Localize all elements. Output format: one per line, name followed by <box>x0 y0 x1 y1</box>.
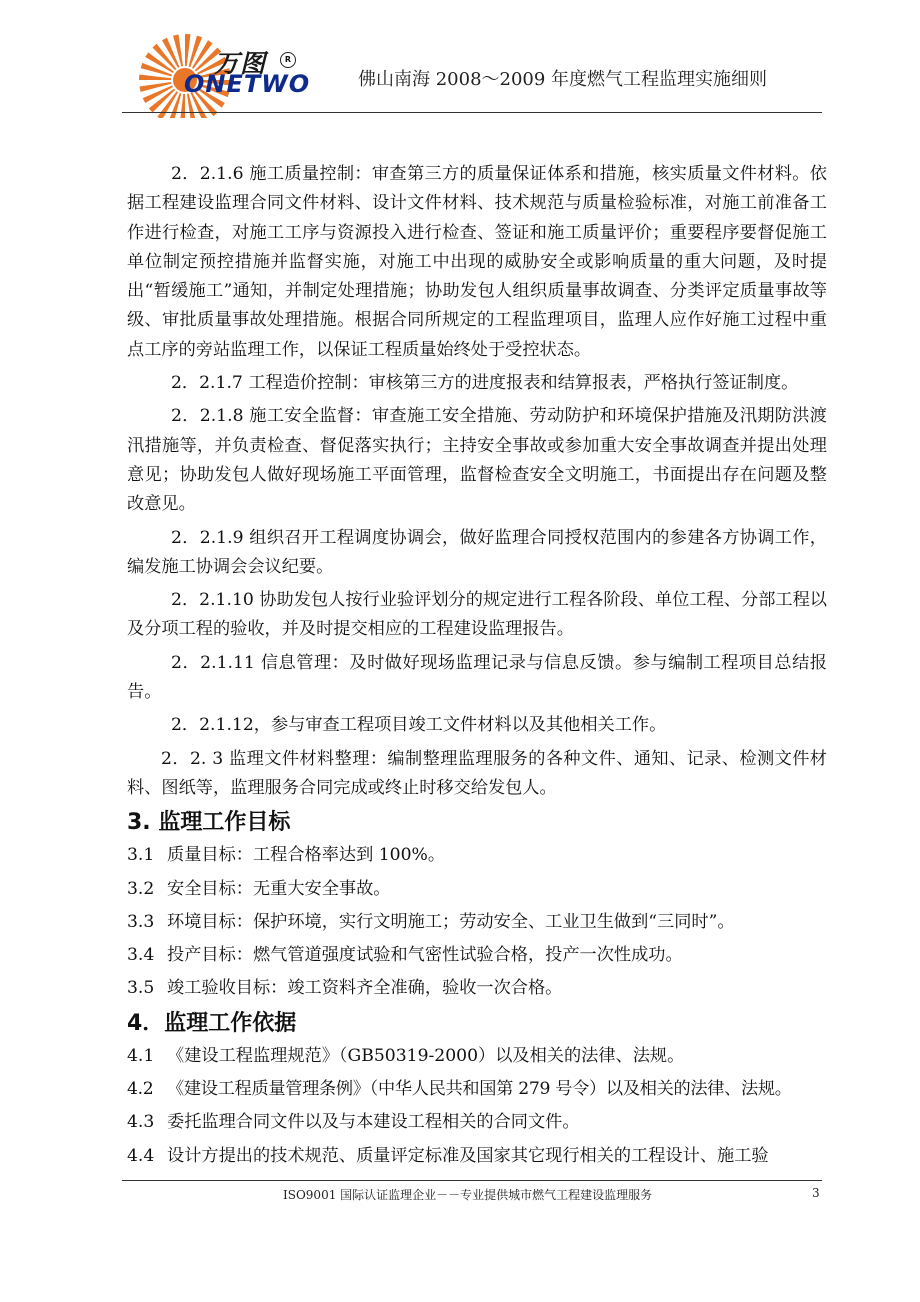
document-body <box>127 160 827 1175</box>
logo-english-text: ONETWO <box>184 70 311 98</box>
list-item: 3.5 竣工验收目标：竣工资料齐全准确，验收一次合格。 <box>127 978 563 999</box>
list-item: 3.1 质量目标：工程合格率达到 100%。 <box>127 845 446 866</box>
paragraph-22110: 2．2.1.10 协助发包人按行业验评划分的规定进行工程各阶段、单位工程、分部工程以及分项工程的验收，并及时提交相应的工程建设监理报告。 <box>127 590 827 640</box>
paragraph-2217: 2．2.1.7 工程造价控制：审核第三方的进度报表和结算报表，严格执行签证制度。 <box>171 373 799 394</box>
list-item: 4.2 《建设工程质量管理条例》（中华人民共和国第 279 号令）以及相关的法律、法规。 <box>127 1079 792 1100</box>
paragraph-22111: 2．2.1.11 信息管理：及时做好现场监理记录与信息反馈。参与编制工程项目总结报告。 <box>127 652 827 703</box>
list-item: 4.1 《建设工程监理规范》（GB50319-2000）以及相关的法律、法规。 <box>127 1045 685 1066</box>
list-item: 3.3 环境目标：保护环境，实行文明施工；劳动安全、工业卫生做到“三同时”。 <box>127 911 735 932</box>
section-4-heading: 4．监理工作依据 <box>127 1010 297 1036</box>
paragraph-2218: 2．2.1.8 施工安全监督：审查施工安全措施、劳动防护和环境保护措施及汛期防洪渡汛措施等，并负责检查、督促落实执行；主持安全事故或参加重大安全事故调查并提出处理意见；协助发包人做好现场施工平面管理，监督检查安全文明施工，书面提出存在问题及整改意见。 <box>127 406 827 515</box>
section-3-heading: 3. 监理工作目标 <box>127 810 291 836</box>
page-number: 3 <box>812 1186 820 1200</box>
list-item: 3.2 安全目标：无重大安全事故。 <box>127 878 391 899</box>
company-logo <box>130 28 320 118</box>
footer-divider <box>122 1180 822 1181</box>
list-item: 3.4 投产目标：燃气管道强度试验和气密性试验合格，投产一次性成功。 <box>127 945 683 966</box>
logo-chinese-text: 万图 <box>214 49 267 78</box>
list-item: 4.4 设计方提出的技术规范、质量评定标准及国家其它现行相关的工程设计、施工验 <box>127 1145 769 1166</box>
paragraph-22112: 2．2.1.12，参与审查工程项目竣工文件材料以及其他相关工作。 <box>171 715 667 736</box>
paragraph-2219: 2．2.1.9 组织召开工程调度协调会，做好监理合同授权范围内的参建各方协调工作，编发施工协调会会议纪要。 <box>127 527 827 577</box>
header-divider <box>122 112 822 113</box>
page-header <box>0 0 920 120</box>
document-title: 佛山南海 2008～2009 年度燃气工程监理实施细则 <box>358 69 768 90</box>
logo-ray <box>185 34 191 66</box>
list-item: 4.3 委托监理合同文件以及与本建设工程相关的合同文件。 <box>127 1112 580 1133</box>
paragraph-2216: 2．2.1.6 施工质量控制：审查第三方的质量保证体系和措施，核实质量文件材料。依据工程建设监理合同文件材料、设计文件材料、技术规范与质量检验标准，对施工前准备工作进行检查，对施工工序与资源投入进行检查、签证和施工质量评价；重要程序要督促施工单位制定预控措施并监督实施，对施工中出现的威胁安全或影响质量的重大问题，及时提出“暂缓施工”通知，并制定处理措施；协助发包人组织质量事故调查、分类评定质量事故等级、审批质量事故处理措施。根据合同所规定的工程监理项目，监理人应作好施工过程中重点工序的旁站监理工作，以保证工程质量始终处于受控状态。 <box>127 164 827 360</box>
paragraph-223: 2．2. 3 监理文件材料整理：编制整理监理服务的各种文件、通知、记录、检测文件材料、图纸等，监理服务合同完成或终止时移交给发包人。 <box>127 748 827 798</box>
registered-mark-icon: R <box>280 52 296 68</box>
footer-text: ISO9001 国际认证监理企业－－专业提供城市燃气工程建设监理服务 <box>283 1188 653 1202</box>
logo-ray <box>139 75 171 81</box>
